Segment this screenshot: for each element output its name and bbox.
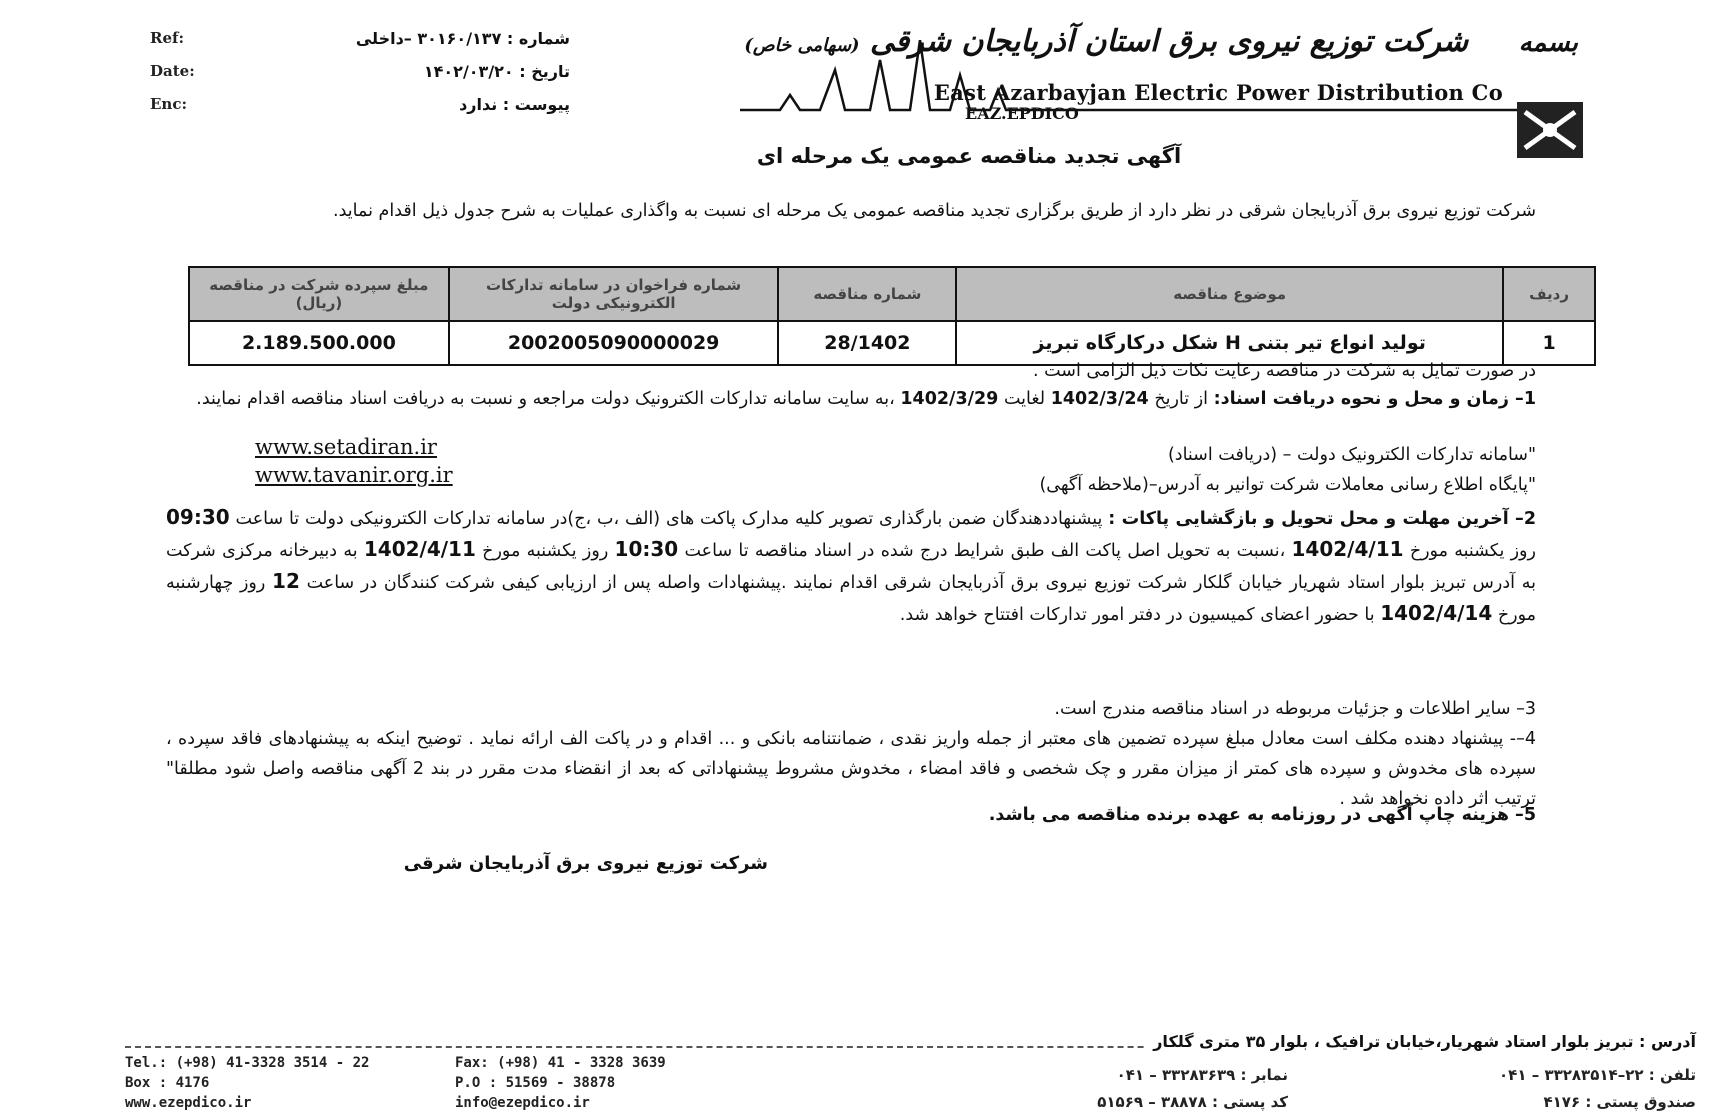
footer-fax-en: Fax: (+98) 41 - 3328 3639 [455,1055,666,1071]
footer-po-fa: کد پستی : ۳۸۸۷۸ – ۵۱۵۶۹ [1097,1093,1288,1111]
enc-row [150,88,570,121]
item-1-text: از تاریخ [1154,389,1209,409]
footer-box-en: Box : 4176 [125,1075,210,1091]
item-1-source-b: "پایگاه اطلاع رسانی معاملات شرکت توانیر به آدرس–(ملاحظه آگهی) [1039,475,1536,495]
col-header-row-no: ردیف [1503,267,1595,321]
ref-label: Ref: [150,29,184,47]
footer-tel-fa: تلفن : ۲۲–۳۳۲۸۳۵۱۴ – ۰۴۱ [1499,1066,1696,1084]
company-abbr: EAZ.EPDICO [965,104,1079,123]
company-name-fa-text: شرکت توزیع نیروی برق استان آذربایجان شرقی [870,24,1469,59]
footer-fax-fa: نمابر : ۳۳۲۸۳۶۳۹ – ۰۴۱ [1116,1066,1288,1084]
item-1 [166,384,1536,414]
table-header-row [189,267,1595,321]
enclosure: پیوست : ندارد [459,95,570,114]
letter-meta [150,22,570,121]
setadiran-link[interactable]: www.setadiran.ir [255,435,437,459]
item-2-text: با حضور اعضای کمیسیون در دفتر امور تدارکات افتتاح خواهد شد. [899,605,1375,625]
cell-row-no: 1 [1503,321,1595,365]
besmellah: بسمه [1518,28,1578,58]
item-2-text: پیشنهاددهندگان ضمن بارگذاری تصویر کلیه مدارک پاکت های (الف ،ب ،ج)در سامانه تدارکات الکترونیکی دولت تا ساعت [235,509,1103,529]
intro-paragraph: شرکت توزیع نیروی برق آذربایجان شرقی در نظر دارد از طریق برگزاری تجدید مناقصه عمومی یک مرحله ای نسبت به واگذاری عملیات به شرح جدول ذیل اقدام نماید. [333,201,1536,221]
item-1-heading: 1– زمان و محل و نحوه دریافت اسناد: [1213,389,1536,409]
item-3: 3– سایر اطلاعات و جزئیات مربوطه در اسناد مناقصه مندرج است. [1054,699,1536,719]
col-header-deposit: مبلغ سپرده شرکت در مناقصه (ریال) [189,267,449,321]
item-1-date-from: 1402/3/24 [1050,389,1149,409]
letter-date: تاریخ : ۱۴۰۲/۰۳/۲۰ [423,62,570,81]
footer-web-en: www.ezepdico.ir [125,1095,252,1111]
footer-email-en: info@ezepdico.ir [455,1095,590,1111]
item-2-hour: 12 [272,569,300,593]
item-2-text: روز یکشنبه مورخ [1409,541,1536,561]
footer-box-fa: صندوق پستی : ۴۱۷۶ [1543,1093,1696,1111]
item-2-text: روز یکشنبه مورخ [482,541,609,561]
tender-table [188,266,1596,366]
footer-po-en: P.O : 51569 - 38878 [455,1075,616,1091]
item-2 [166,502,1536,630]
cell-tender-no: 28/1402 [778,321,956,365]
col-header-call-no: شماره فراخوان در سامانه تدارکات الکترونیکی دولت [449,267,779,321]
date-row [150,55,570,88]
cell-subject: تولید انواع تیر بتنی H شکل درکارگاه تبریز [956,321,1503,365]
signature: شرکت توزیع نیروی برق آذربایجان شرقی [403,853,768,874]
company-name-en: East Azarbayjan Electric Power Distribution Co [933,80,1503,105]
item-2-date-2: 1402/4/11 [363,537,476,561]
cell-deposit: 2.189.500.000 [189,321,449,365]
item-1-text: ،به سایت سامانه تدارکات الکترونیک دولت مراجعه و نسبت به دریافت اسناد مناقصه اقدام نمایند. [196,389,895,409]
notice-title-text: آگهی تجدید مناقصه عمومی یک مرحله ای [756,144,1182,168]
date-label: Date: [150,62,195,80]
item-2-time-2: 10:30 [614,537,679,561]
item-1-source-a: "سامانه تدارکات الکترونیک دولت – (دریافت اسناد) [1167,445,1536,465]
item-4: 4–- پیشنهاد دهنده مکلف است معادل مبلغ سپرده تضمین های معتبر از جمله واریز نقدی ، ضمانتنامه بانکی و ... اقدام و در پاکت الف ارائه نماید . توضیح اینکه به پیشنهادهای فاقد سپرده ، سپرده های مخدوش و سپرده های کمتر از میزان مقرر و چک شخصی و فاقد امضاء ، مخدوش مشروط پیشنهاداتی که بعد از انقضاء مدت مقرر در بند 2 آگهی مناقصه واصل شود مطلقا" ترتیب اثر داده نخواهد شد . [166,729,1537,809]
col-header-tender-no: شماره مناقصه [778,267,956,321]
col-header-subject: موضوع مناقصه [956,267,1503,321]
item-2-time-1: 09:30 [166,505,230,529]
ref-row [150,22,570,55]
requirements-notice: در صورت تمایل به شرکت در مناقصه رعایت نکات ذیل الزامی است . [1033,361,1536,381]
item-2-date-1: 1402/4/11 [1291,537,1404,561]
item-1-text: لغایت [1003,389,1046,409]
item-2-text: ،نسبت به تحویل اصل پاکت الف طبق شرایط درج شده در اسناد مناقصه تا ساعت [684,541,1286,561]
item-2-date-3: 1402/4/14 [1380,601,1493,625]
footer-tel-en: Tel.: (+98) 41-3328 3514 - 22 [125,1055,370,1071]
company-type: (سهامی خاص) [744,35,860,56]
tavanir-link[interactable]: www.tavanir.org.ir [255,463,453,487]
footer-address: آدرس : تبریز بلوار استاد شهریار،خیابان ترافیک ، بلوار ۳۵ متری گلکار [1145,1032,1696,1051]
item-2-text: به دبیرخانه مرکزی شرکت به آدرس تبریز بلوار استاد شهریار خیابان گلکار شرکت توزیع نیروی برق آذربایجان شرقی اقدام نمایند .پیشنهادات واصله پس از ارزیابی کیفی شرکت کنندگان در ساعت [166,541,1536,593]
cell-call-no: 2002005090000029 [449,321,779,365]
item-2-text: روز چهارشنبه مورخ [166,573,1536,625]
item-5: 5– هزینه چاپ آگهی در روزنامه به عهده برنده مناقصه می باشد. [988,805,1536,825]
item-1-date-to: 1402/3/29 [900,389,999,409]
item-2-heading: 2– آخرین مهلت و محل تحویل و بازگشایی پاکات : [1108,509,1536,529]
notice-title [0,144,1728,168]
company-name-fa [744,24,1578,59]
enc-label: Enc: [150,95,188,113]
ref-number: شماره : ۳۰۱۶۰/۱۳۷ –داخلی [355,29,570,48]
